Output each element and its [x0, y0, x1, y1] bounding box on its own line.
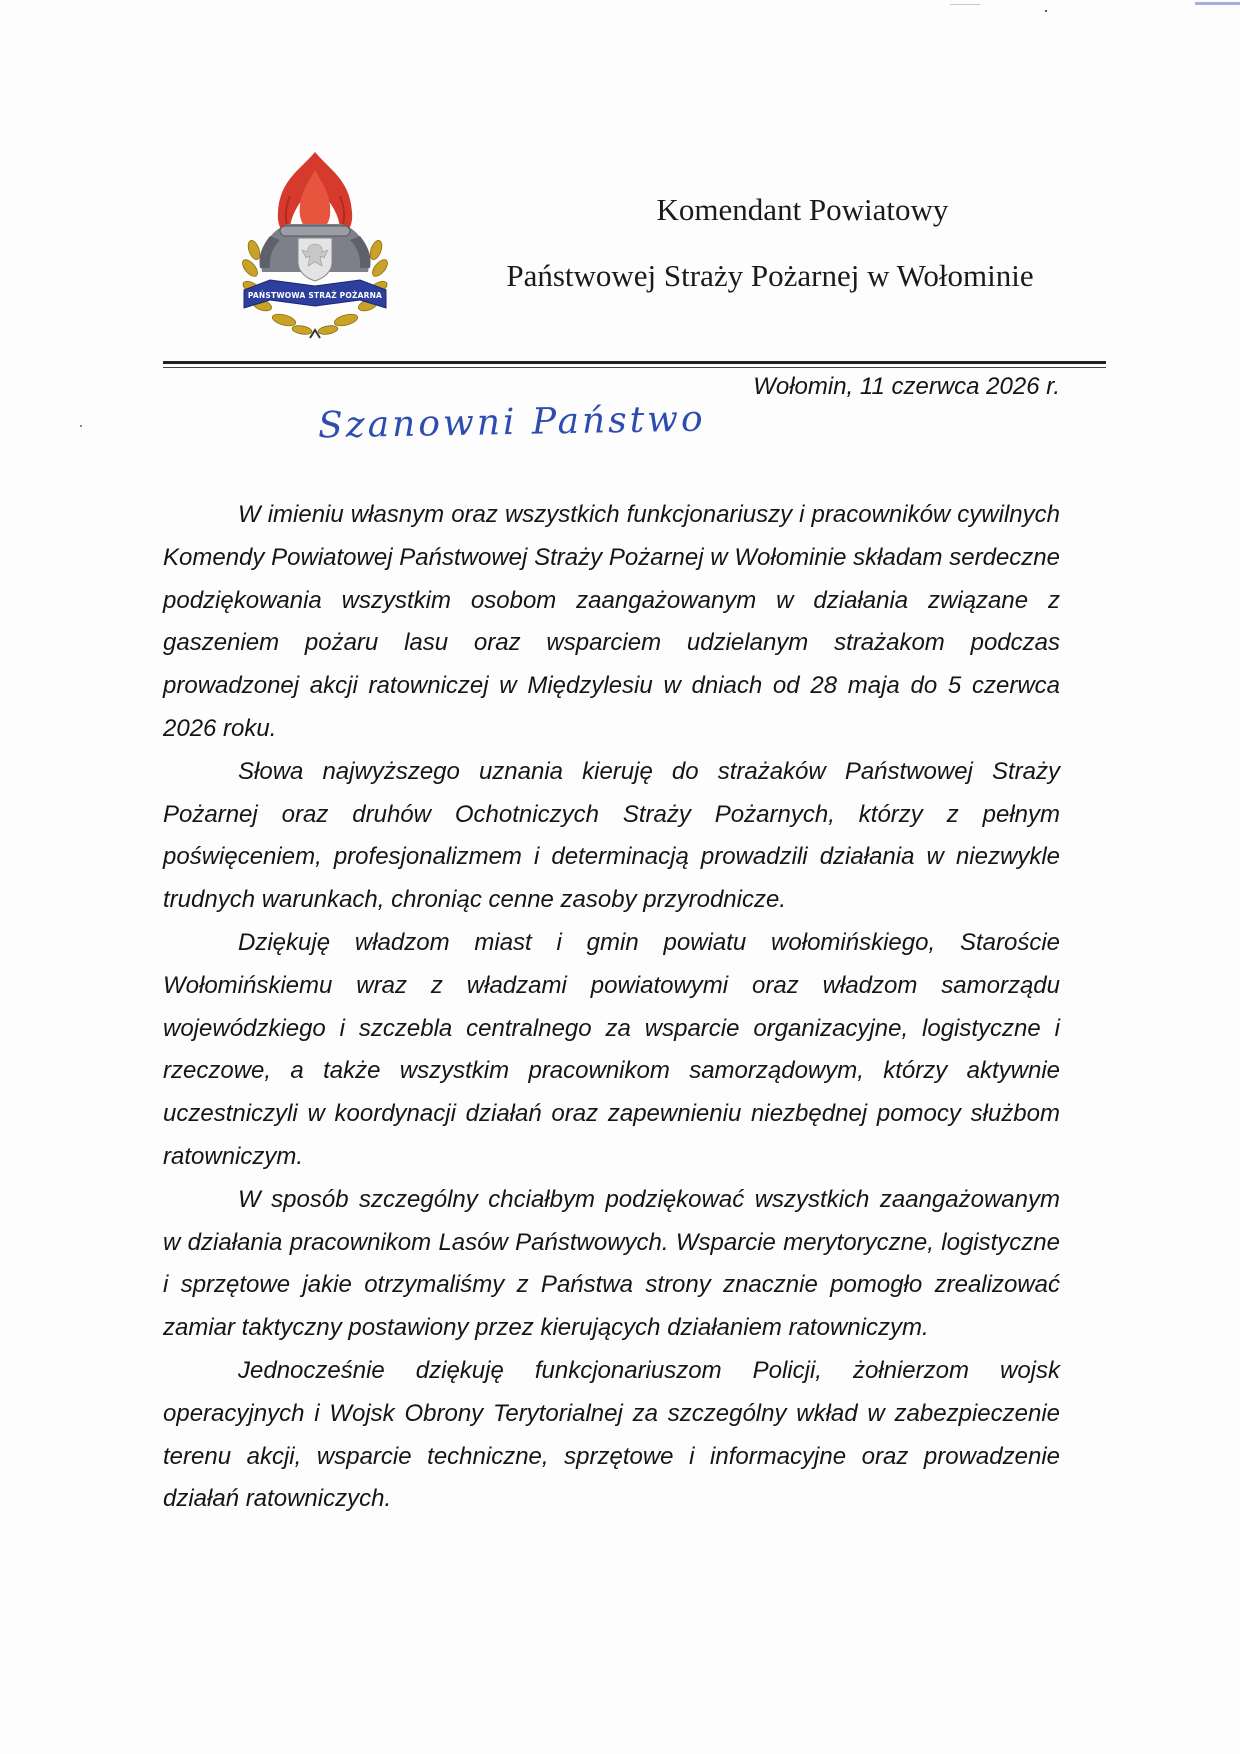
scan-mark: [1045, 10, 1047, 12]
header-title-line-1: Komendant Powiatowy: [656, 192, 949, 227]
letter-body: [163, 494, 1060, 1521]
paragraph: Słowa najwyższego uznania kieruję do strażaków Państwowej Straży Pożarnej oraz druhów Ochotniczych Straży Pożarnych, którzy z pełnym poświęceniem, profesjonalizmem i determinacją prowadzili działania w niezwykle trudnych warunkach, chroniąc cenne zasoby przyrodnicze.: [163, 757, 1060, 914]
helmet-icon: [259, 224, 370, 281]
handwritten-salutation: Szanowni Państwo: [317, 398, 706, 447]
psp-emblem-logo: [240, 150, 390, 345]
scan-mark: [950, 4, 980, 5]
scan-mark: [80, 425, 82, 427]
letterhead-title: [460, 190, 1080, 296]
paragraph: Dziękuję władzom miast i gmin powiatu wołomińskiego, Staroście Wołomińskiemu wraz z władzami powiatowymi oraz władzom samorządu wojewódzkiego i szczebla centralnego za wsparcie organizacyjne, logistyczne i rzeczowe, a także wszystkim pracownikom samorządowym, którzy aktywnie uczestniczyli w koordynacji działań oraz zapewnieniu niezbędnej pomocy służbom ratowniczym.: [163, 928, 1060, 1170]
letter-date: Wołomin, 11 czerwca 2026 r.: [753, 373, 1060, 400]
paragraph: Jednocześnie dziękuję funkcjonariuszom Policji, żołnierzom wojsk operacyjnych i Wojsk Obrony Terytorialnej za szczególny wkład w zabezpieczenie terenu akcji, wsparcie techniczne, sprzętowe i informacyjne oraz prowadzenie działań ratowniczych.: [163, 1356, 1060, 1513]
header-divider-thin: [163, 367, 1106, 368]
paragraph: W sposób szczególny chciałbym podziękować wszystkich zaangażowanym w działania pracownikom Lasów Państwowych. Wsparcie merytoryczne, logistyczne i sprzętowe jakie otrzymaliśmy z Państwa strony znacznie pomogło zrealizować zamiar taktyczny postawiony przez kierujących działaniem ratowniczym.: [163, 1185, 1060, 1342]
scan-mark: [1195, 2, 1240, 5]
header-title-line-2: Państwowej Straży Pożarnej w Wołominie: [506, 258, 1034, 293]
svg-text:PAŃSTWOWA STRAŻ POŻARNA: PAŃSTWOWA STRAŻ POŻARNA: [247, 291, 383, 300]
header-divider: [163, 361, 1106, 364]
paragraph: W imieniu własnym oraz wszystkich funkcjonariuszy i pracowników cywilnych Komendy Powiatowej Państwowej Straży Pożarnej w Wołominie składam serdeczne podziękowania wszystkim osobom zaangażowanym w działania związane z gaszeniem pożaru lasu oraz wsparciem udzielanym strażakom podczas prowadzonej akcji ratowniczej w Międzylesiu w dniach od 28 maja do 5 czerwca 2026 roku.: [163, 501, 1060, 742]
